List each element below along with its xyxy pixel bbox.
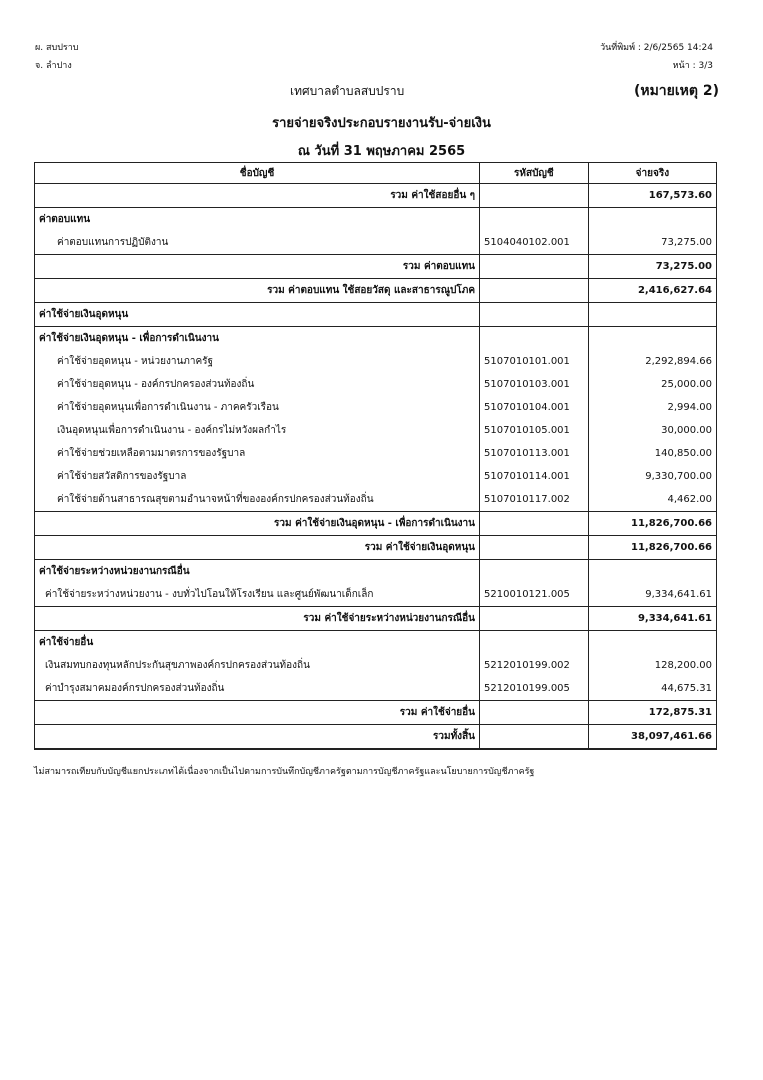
account-name-cell: รวมทั้งสิ้น bbox=[35, 725, 480, 750]
col-header-account-code: รหัสบัญชี bbox=[480, 163, 589, 184]
organization-name: เทศบาลตำบลสบปราบ bbox=[290, 84, 405, 98]
account-code-cell bbox=[480, 512, 589, 536]
table-row bbox=[35, 419, 717, 442]
table-body bbox=[35, 184, 717, 750]
table-row bbox=[35, 303, 717, 327]
account-name-cell: เงินอุดหนุนเพื่อการดำเนินงาน - องค์กรไม่หวังผลกำไร bbox=[35, 419, 480, 442]
footnote: ไม่สามารถเทียบกับบัญชีแยกประเภทได้เนื่องจากเป็นไปตามการบันทึกบัญชีภาครัฐตามการบัญชีภาครัฐและนโยบายการบัญชีภาครัฐ bbox=[34, 767, 535, 777]
account-code-cell: 5104040102.001 bbox=[480, 231, 589, 255]
amount-cell: 140,850.00 bbox=[588, 442, 716, 465]
account-name-cell: ค่าใช้จ่ายเงินอุดหนุน - เพื่อการดำเนินงาน bbox=[35, 327, 480, 351]
account-name-cell: ค่าใช้จ่ายอุดหนุน - หน่วยงานภาครัฐ bbox=[35, 350, 480, 373]
account-code-cell: 5107010101.001 bbox=[480, 350, 589, 373]
table-header-row bbox=[35, 163, 717, 184]
account-code-cell: 5212010199.002 bbox=[480, 654, 589, 677]
col-header-account-name: ชื่อบัญชี bbox=[35, 163, 480, 184]
amount-cell: 44,675.31 bbox=[588, 677, 716, 701]
amount-cell: 38,097,461.66 bbox=[588, 725, 716, 750]
account-name-cell: เงินสมทบกองทุนหลักประกันสุขภาพองค์กรปกครองส่วนท้องถิ่น bbox=[35, 654, 480, 677]
amount-cell: 4,462.00 bbox=[588, 488, 716, 512]
account-code-cell bbox=[480, 208, 589, 232]
account-code-cell bbox=[480, 327, 589, 351]
amount-cell: 73,275.00 bbox=[588, 231, 716, 255]
account-name-cell: ค่าใช้จ่ายอุดหนุนเพื่อการดำเนินงาน - ภาคครัวเรือน bbox=[35, 396, 480, 419]
account-name-cell: ค่าใช้จ่ายระหว่างหน่วยงานกรณีอื่น bbox=[35, 560, 480, 584]
amount-cell: 11,826,700.66 bbox=[588, 536, 716, 560]
account-name-cell: ค่าใช้จ่ายระหว่างหน่วยงาน - งบทั่วไปโอนให้โรงเรียน และศูนย์พัฒนาเด็กเล็ก bbox=[35, 583, 480, 607]
account-name-cell: รวม ค่าตอบแทน bbox=[35, 255, 480, 279]
account-name-cell: รวม ค่าใช้จ่ายระหว่างหน่วยงานกรณีอื่น bbox=[35, 607, 480, 631]
account-name-cell: รวม ค่าใช้สอยอื่น ๆ bbox=[35, 184, 480, 208]
account-name-cell: รวม ค่าใช้จ่ายเงินอุดหนุน - เพื่อการดำเนินงาน bbox=[35, 512, 480, 536]
table-row bbox=[35, 373, 717, 396]
table-row bbox=[35, 231, 717, 255]
account-code-cell bbox=[480, 701, 589, 725]
amount-cell bbox=[588, 208, 716, 232]
table-row bbox=[35, 536, 717, 560]
report-title: รายจ่ายจริงประกอบรายงานรับ-จ่ายเงิน bbox=[272, 116, 491, 131]
account-code-cell bbox=[480, 725, 589, 750]
account-name-cell: รวม ค่าใช้จ่ายอื่น bbox=[35, 701, 480, 725]
table-row bbox=[35, 184, 717, 208]
table-row bbox=[35, 701, 717, 725]
account-name-cell: ค่าใช้จ่ายอุดหนุน - องค์กรปกครองส่วนท้องถิ่น bbox=[35, 373, 480, 396]
account-code-cell bbox=[480, 255, 589, 279]
table-row bbox=[35, 583, 717, 607]
account-code-cell: 5210010121.005 bbox=[480, 583, 589, 607]
amount-cell bbox=[588, 560, 716, 584]
report-date: ณ วันที่ 31 พฤษภาคม 2565 bbox=[297, 144, 466, 159]
amount-cell: 11,826,700.66 bbox=[588, 512, 716, 536]
table-row bbox=[35, 255, 717, 279]
account-name-cell: ค่าใช้จ่ายด้านสาธารณสุขตามอำนาจหน้าที่ขององค์กรปกครองส่วนท้องถิ่น bbox=[35, 488, 480, 512]
amount-cell: 2,292,894.66 bbox=[588, 350, 716, 373]
account-name-cell: ค่าใช้จ่ายสวัสดิการของรัฐบาล bbox=[35, 465, 480, 488]
amount-cell: 9,334,641.61 bbox=[588, 583, 716, 607]
table-row bbox=[35, 279, 717, 303]
account-code-cell: 5107010104.001 bbox=[480, 396, 589, 419]
table-row bbox=[35, 677, 717, 701]
table-row bbox=[35, 396, 717, 419]
account-name-cell: รวม ค่าตอบแทน ใช้สอยวัสดุ และสาธารณูปโภค bbox=[35, 279, 480, 303]
table-row bbox=[35, 725, 717, 750]
account-name-cell: ค่าใช้จ่ายอื่น bbox=[35, 631, 480, 655]
account-name-cell: ค่าใช้จ่ายเงินอุดหนุน bbox=[35, 303, 480, 327]
amount-cell: 30,000.00 bbox=[588, 419, 716, 442]
account-name-cell: ค่าบำรุงสมาคมองค์กรปกครองส่วนท้องถิ่น bbox=[35, 677, 480, 701]
account-code-cell: 5107010114.001 bbox=[480, 465, 589, 488]
account-name-cell: ค่าใช้จ่ายช่วยเหลือตามมาตรการของรัฐบาล bbox=[35, 442, 480, 465]
amount-cell: 167,573.60 bbox=[588, 184, 716, 208]
amount-cell: 25,000.00 bbox=[588, 373, 716, 396]
account-code-cell bbox=[480, 607, 589, 631]
account-code-cell: 5107010113.001 bbox=[480, 442, 589, 465]
amount-cell: 2,994.00 bbox=[588, 396, 716, 419]
account-code-cell bbox=[480, 279, 589, 303]
table-row bbox=[35, 512, 717, 536]
col-header-amount: จ่ายจริง bbox=[588, 163, 716, 184]
amount-cell: 9,334,641.61 bbox=[588, 607, 716, 631]
amount-cell bbox=[588, 327, 716, 351]
page-number: หน้า : 3/3 bbox=[672, 61, 713, 71]
table-row bbox=[35, 465, 717, 488]
amount-cell: 172,875.31 bbox=[588, 701, 716, 725]
amount-cell: 2,416,627.64 bbox=[588, 279, 716, 303]
account-code-cell: 5107010105.001 bbox=[480, 419, 589, 442]
amount-cell bbox=[588, 303, 716, 327]
table-row bbox=[35, 327, 717, 351]
table-row bbox=[35, 488, 717, 512]
table-row bbox=[35, 208, 717, 232]
expense-table bbox=[34, 162, 717, 750]
account-code-cell bbox=[480, 631, 589, 655]
table-row bbox=[35, 442, 717, 465]
amount-cell bbox=[588, 631, 716, 655]
amount-cell: 9,330,700.00 bbox=[588, 465, 716, 488]
account-code-cell bbox=[480, 303, 589, 327]
account-code-cell bbox=[480, 560, 589, 584]
table-row bbox=[35, 631, 717, 655]
account-code-cell bbox=[480, 184, 589, 208]
table-row bbox=[35, 560, 717, 584]
print-date: วันที่พิมพ์ : 2/6/2565 14:24 bbox=[600, 43, 713, 53]
table-row bbox=[35, 607, 717, 631]
province-label: จ. ลำปาง bbox=[35, 61, 72, 71]
account-name-cell: รวม ค่าใช้จ่ายเงินอุดหนุน bbox=[35, 536, 480, 560]
note-reference: (หมายเหตุ 2) bbox=[633, 83, 719, 99]
account-name-cell: ค่าตอบแทน bbox=[35, 208, 480, 232]
account-code-cell: 5107010103.001 bbox=[480, 373, 589, 396]
district-label: ผ. สบปราบ bbox=[35, 43, 79, 53]
account-code-cell bbox=[480, 536, 589, 560]
account-code-cell: 5107010117.002 bbox=[480, 488, 589, 512]
account-name-cell: ค่าตอบแทนการปฏิบัติงาน bbox=[35, 231, 480, 255]
amount-cell: 73,275.00 bbox=[588, 255, 716, 279]
table-row bbox=[35, 654, 717, 677]
account-code-cell: 5212010199.005 bbox=[480, 677, 589, 701]
amount-cell: 128,200.00 bbox=[588, 654, 716, 677]
table-row bbox=[35, 350, 717, 373]
